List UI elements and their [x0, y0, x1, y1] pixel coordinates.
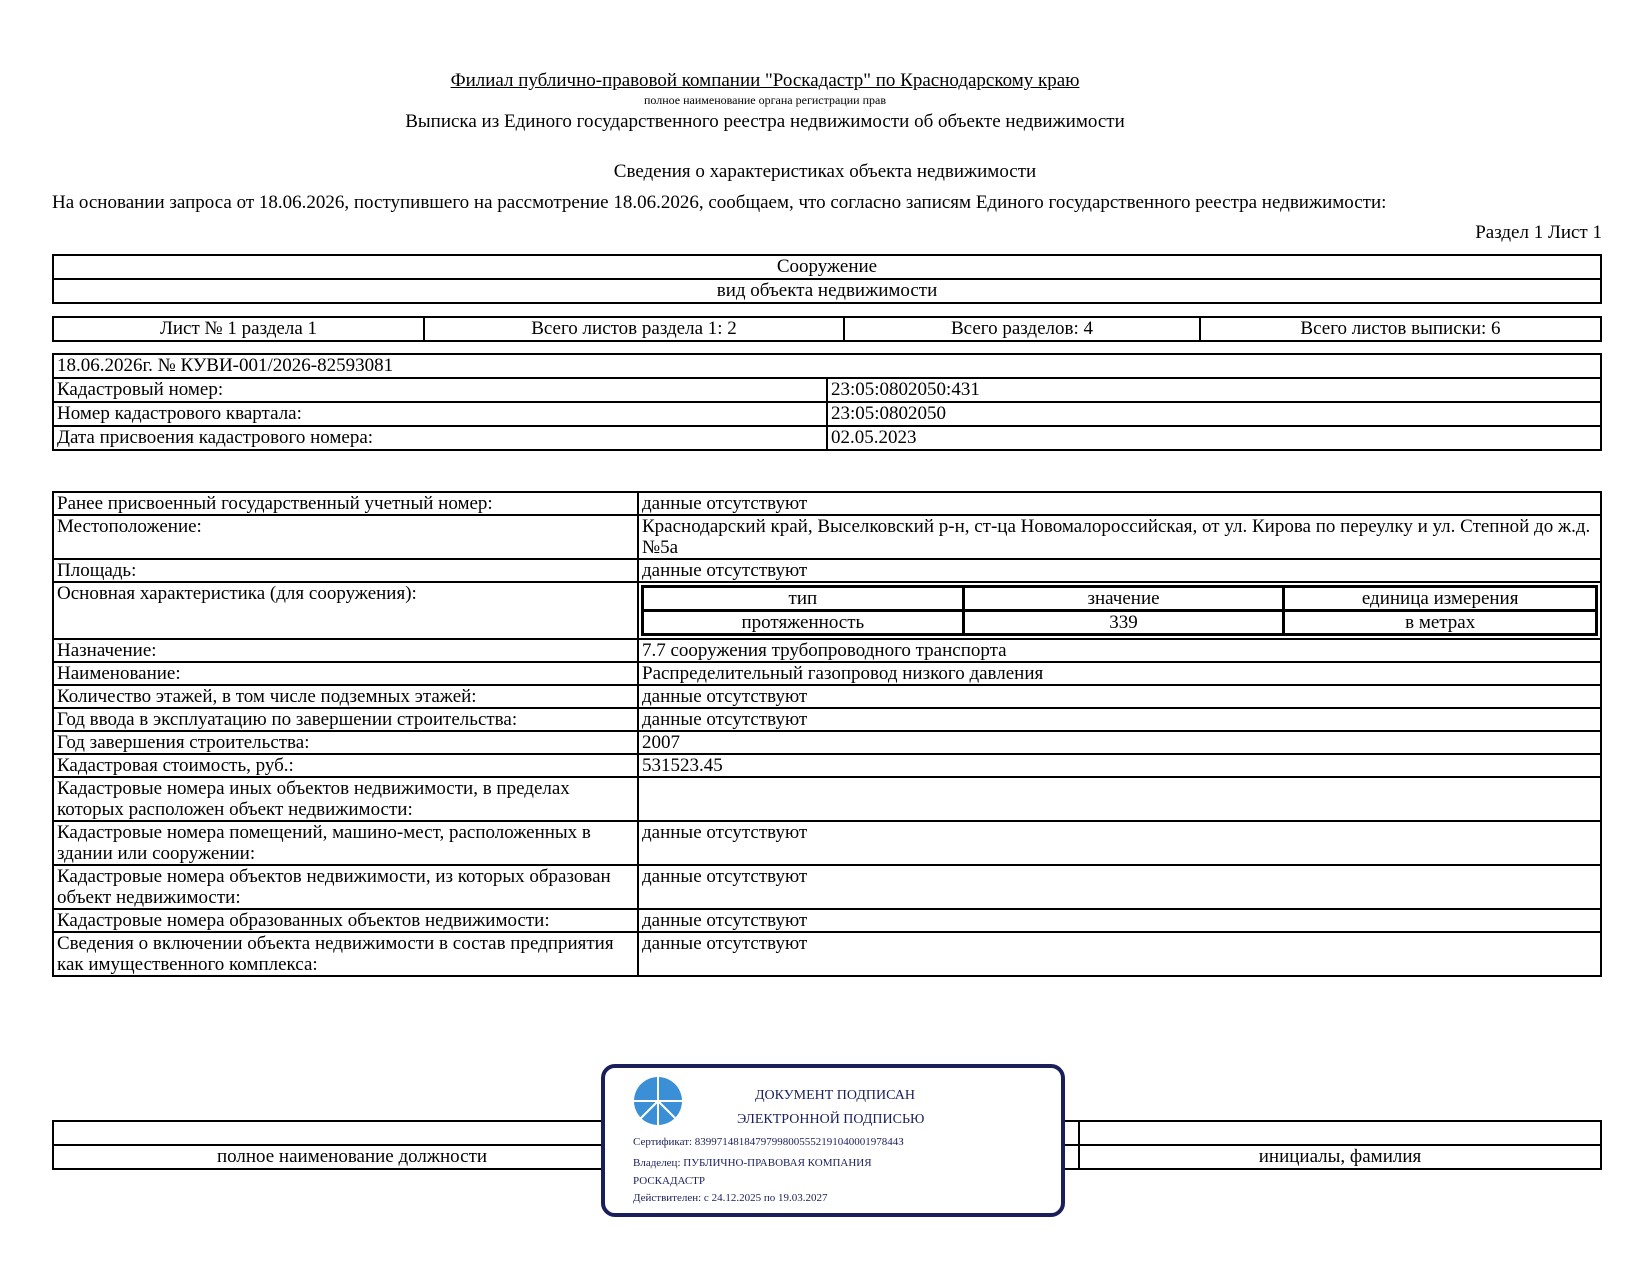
rosreestr-logo-icon	[633, 1076, 683, 1126]
char-type: протяженность	[643, 611, 964, 635]
char-unit: в метрах	[1284, 611, 1597, 635]
stamp-signature-line: ЭЛЕКТРОННОЙ ПОДПИСЬЮ	[737, 1112, 925, 1127]
row-label: Год завершения строительства:	[53, 731, 638, 754]
table-row	[53, 731, 1601, 754]
table-row	[53, 559, 1601, 582]
details-table	[52, 491, 1602, 977]
signature-name-blank	[1079, 1121, 1601, 1145]
table-row	[53, 821, 1601, 865]
signature-position-blank	[53, 1121, 651, 1145]
char-header-unit: единица измерения	[1284, 587, 1597, 611]
total-sheet-count: Всего листов выписки: 6	[1200, 317, 1601, 341]
cadastral-quarter-value: 23:05:0802050	[827, 402, 1601, 426]
stamp-certificate: Сертификат: 8399714818479799800555219104000197844З	[633, 1136, 904, 1148]
basis-statement: На основании запроса от 18.06.2026, поступившего на рассмотрение 18.06.2026, сообщаем, что согласно записям Единого государственного реестра недвижимости:	[52, 192, 1387, 213]
object-type-label: вид объекта недвижимости	[53, 279, 1601, 303]
cadastral-quarter-label: Номер кадастрового квартала:	[53, 402, 827, 426]
row-label: Кадастровые номера помещений, машино-мест, расположенных в здании или сооружении:	[53, 821, 638, 865]
table-row	[53, 492, 1601, 515]
table-row	[53, 662, 1601, 685]
row-label: Площадь:	[53, 559, 638, 582]
assignment-date-label: Дата присвоения кадастрового номера:	[53, 426, 827, 450]
row-value: Распределительный газопровод низкого давления	[638, 662, 1601, 685]
sheet-reference: Раздел 1 Лист 1	[1475, 222, 1602, 243]
row-value: Краснодарский край, Выселковский р-н, ст-ца Новомалороссийская, от ул. Кирова по переулку и ул. Степной до ж.д. №5а	[638, 515, 1601, 559]
table-row	[53, 582, 1601, 639]
cadastral-number-value: 23:05:0802050:431	[827, 378, 1601, 402]
table-row	[53, 754, 1601, 777]
position-label: полное наименование должности	[53, 1145, 651, 1169]
row-label: Ранее присвоенный государственный учетный номер:	[53, 492, 638, 515]
table-row	[53, 515, 1601, 559]
section-count: Всего разделов: 4	[844, 317, 1200, 341]
stamp-signed-line: ДОКУМЕНТ ПОДПИСАН	[755, 1088, 915, 1103]
electronic-signature-stamp	[601, 1064, 1065, 1217]
row-label: Количество этажей, в том числе подземных этажей:	[53, 685, 638, 708]
row-label: Наименование:	[53, 662, 638, 685]
row-value: данные отсутствуют	[638, 909, 1601, 932]
table-row	[53, 639, 1601, 662]
char-value: 339	[963, 611, 1284, 635]
assignment-date-value: 02.05.2023	[827, 426, 1601, 450]
row-label: Год ввода в эксплуатацию по завершении строительства:	[53, 708, 638, 731]
sheets-table	[52, 316, 1602, 342]
section-title: Сведения о характеристиках объекта недвижимости	[613, 161, 1037, 182]
row-label: Основная характеристика (для сооружения):	[53, 582, 638, 639]
table-row	[53, 909, 1601, 932]
document-title: Выписка из Единого государственного реестра недвижимости об объекте недвижимости	[405, 111, 1125, 132]
row-label: Кадастровая стоимость, руб.:	[53, 754, 638, 777]
row-value	[638, 777, 1601, 821]
row-label: Кадастровые номера объектов недвижимости, из которых образован объект недвижимости:	[53, 865, 638, 909]
table-row	[53, 685, 1601, 708]
char-header-type: тип	[643, 587, 964, 611]
row-label: Местоположение:	[53, 515, 638, 559]
registration-table	[52, 353, 1602, 451]
char-header-value: значение	[963, 587, 1284, 611]
object-type-table	[52, 254, 1602, 304]
request-number: 18.06.2026г. № КУВИ-001/2026-82593081	[53, 354, 1601, 378]
sheet-number: Лист № 1 раздела 1	[53, 317, 424, 341]
name-label: инициалы, фамилия	[1079, 1145, 1601, 1169]
stamp-validity: Действителен: с 24.12.2025 по 19.03.2027	[633, 1192, 828, 1204]
section-sheet-count: Всего листов раздела 1: 2	[424, 317, 844, 341]
row-label: Кадастровые номера образованных объектов недвижимости:	[53, 909, 638, 932]
row-value: 2007	[638, 731, 1601, 754]
stamp-owner-name: РОСКАДАСТР	[633, 1175, 706, 1187]
row-label: Сведения о включении объекта недвижимости в состав предприятия как имущественного комплекса:	[53, 932, 638, 976]
main-characteristic-cell	[638, 582, 1601, 639]
row-value: данные отсутствуют	[638, 559, 1601, 582]
table-row	[53, 932, 1601, 976]
row-value: данные отсутствуют	[638, 865, 1601, 909]
table-row	[53, 777, 1601, 821]
table-row	[53, 708, 1601, 731]
row-value: данные отсутствуют	[638, 821, 1601, 865]
row-value: 7.7 сооружения трубопроводного транспорта	[638, 639, 1601, 662]
characteristic-table	[641, 585, 1598, 636]
row-value: данные отсутствуют	[638, 685, 1601, 708]
object-type-value: Сооружение	[53, 255, 1601, 279]
row-label: Назначение:	[53, 639, 638, 662]
organization-name: Филиал публично-правовой компании "Роскадастр" по Краснодарскому краю	[450, 70, 1080, 91]
row-value: 531523.45	[638, 754, 1601, 777]
row-value: данные отсутствуют	[638, 708, 1601, 731]
table-row	[53, 865, 1601, 909]
row-value: данные отсутствуют	[638, 932, 1601, 976]
row-value: данные отсутствуют	[638, 492, 1601, 515]
cadastral-number-label: Кадастровый номер:	[53, 378, 827, 402]
organization-note: полное наименование органа регистрации прав	[643, 93, 887, 107]
row-label: Кадастровые номера иных объектов недвижимости, в пределах которых расположен объект недвижимости:	[53, 777, 638, 821]
stamp-owner: Владелец: ПУБЛИЧНО-ПРАВОВАЯ КОМПАНИЯ	[633, 1157, 872, 1169]
